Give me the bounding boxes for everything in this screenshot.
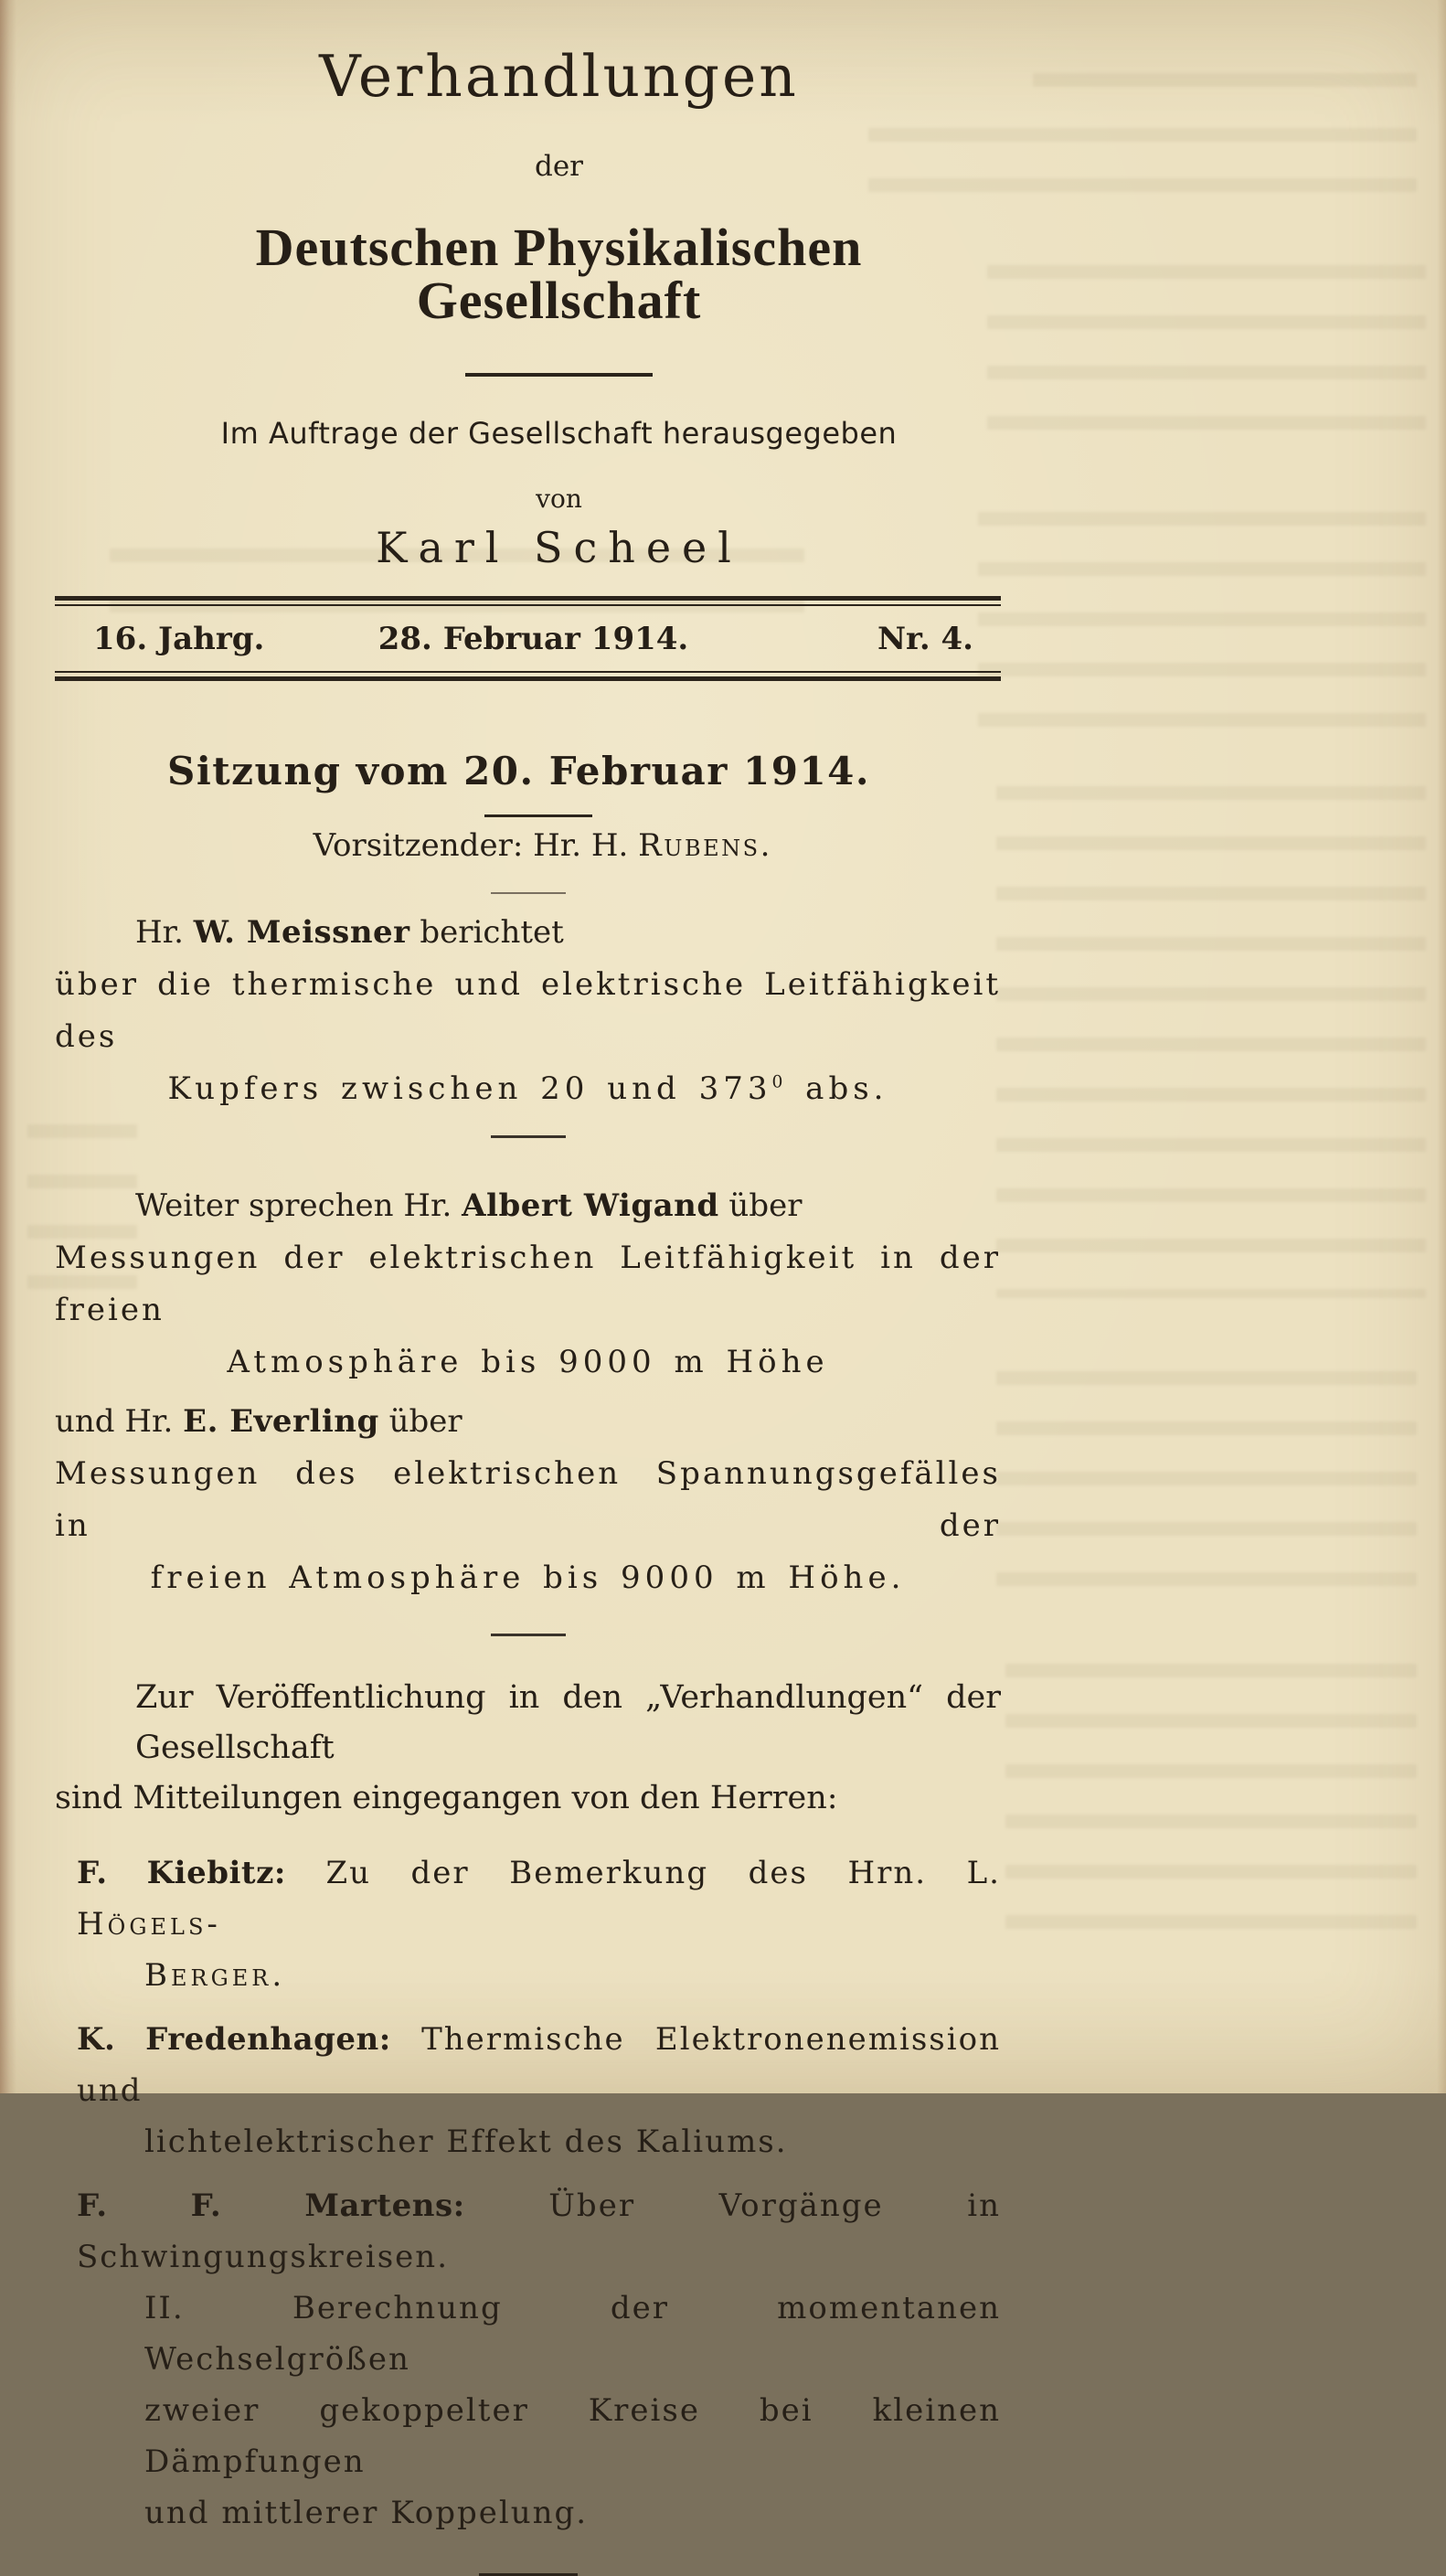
separator-rule: [491, 892, 566, 894]
bleedthrough-text: [987, 265, 1426, 448]
bleedthrough-text: [978, 512, 1426, 731]
report-meissner: [55, 907, 1001, 1115]
talk-title-line: [55, 1063, 1001, 1115]
submission-line: II. Berechnung der momentanen Wechselgrößen: [144, 2289, 1001, 2378]
talk-title-line: Messungen der elektrischen Leitfähigkeit in der freien: [55, 1239, 1001, 1328]
talk-title-line: über die thermische und elektrische Leitfähigkeit des: [55, 965, 1001, 1055]
submission-line: [55, 1847, 1001, 1950]
chairman-suffix: .: [760, 826, 771, 864]
session-heading-underline: [484, 814, 592, 817]
page-scan-left-edge: [0, 0, 16, 2093]
speaker-name: W. Meissner: [193, 913, 410, 951]
intro-text: Hr.: [135, 913, 194, 951]
list-item: [55, 2014, 1001, 2167]
text-column: [55, 0, 1001, 2576]
bleedthrough-text: [1005, 1664, 1417, 1965]
masthead-rule: [465, 373, 653, 377]
talk-title-line: Messungen des elektrischen Spannungsgefälles in der: [55, 1454, 1001, 1544]
issue-bar: [55, 606, 1001, 671]
talk-title-line: freien Atmosphäre bis 9000 m Höhe.: [150, 1559, 906, 1596]
talk-title-line: Atmosphäre bis 9000 m Höhe: [227, 1343, 829, 1380]
author-name: F. Kiebitz:: [77, 1854, 286, 1891]
talk-title-text: abs.: [787, 1070, 888, 1107]
issue-number: Nr. 4.: [877, 621, 973, 657]
issue-date: 28. Februar 1914.: [377, 621, 689, 657]
separator-rule: [491, 1634, 566, 1636]
bleedthrough-text: [996, 1371, 1417, 1609]
speaker-name: Albert Wigand: [462, 1187, 719, 1224]
submission-line: [55, 2014, 1001, 2116]
society-name: Deutschen Physikalischen Gesellschaft: [255, 218, 863, 330]
report-wigand-everling: [55, 1180, 1001, 1604]
talk-title-text: Kupfers zwischen 20 und 373: [167, 1070, 772, 1107]
author-name: K. Fredenhagen:: [77, 2020, 391, 2058]
submission-title-text: Über Vorgänge in Schwingungskreisen.: [77, 2187, 1001, 2275]
submission-line: Berger.: [144, 1956, 286, 1994]
degree-superscript: 0: [771, 1072, 788, 1092]
announcement: [55, 1673, 1001, 1824]
submission-title-text: Thermische Elektronenemission und: [77, 2020, 1001, 2109]
session-heading: Sitzung vom 20. Februar 1914.: [166, 748, 871, 793]
chairman-line: [82, 826, 1001, 864]
submission-line: und mittlerer Koppelung.: [144, 2494, 589, 2531]
report-intro-line: [55, 1180, 1001, 1232]
closing-rule: [479, 2573, 578, 2576]
author-name: F. F. Martens:: [77, 2187, 465, 2224]
submission-line: zweier gekoppelter Kreise bei kleinen Dämpfungen: [144, 2391, 1001, 2480]
cited-name: Högels-: [77, 1905, 221, 1943]
intro-text: über: [378, 1402, 463, 1440]
issue-volume: 16. Jahrg.: [93, 621, 265, 657]
submission-title-text: Zu der Bemerkung des Hrn. L.: [325, 1854, 1001, 1891]
speaker-name: E. Everling: [183, 1402, 379, 1440]
bleedthrough-text: [996, 786, 1426, 1298]
double-rule-top: [55, 596, 1001, 606]
intro-text: über: [718, 1187, 803, 1224]
submission-list: [55, 1847, 1001, 2539]
intro-text: berichtet: [409, 913, 564, 951]
intro-text: und Hr.: [55, 1402, 184, 1440]
submission-line: lichtelektrischer Effekt des Kaliums.: [144, 2123, 788, 2160]
editor-name: Karl Scheel: [376, 523, 742, 572]
announcement-line: sind Mitteilungen eingegangen von den Herren:: [55, 1779, 838, 1816]
journal-title: Verhandlungen: [319, 43, 799, 110]
submission-line: [55, 2180, 1001, 2283]
masthead: [117, 43, 1001, 572]
list-item: [55, 2180, 1001, 2539]
announcement-line: Zur Veröffentlichung in den „Verhandlungen“ der Gesellschaft: [135, 1678, 1001, 1766]
list-item: [55, 1847, 1001, 2001]
double-rule-bottom: [55, 671, 1001, 681]
masthead-der: der: [534, 150, 583, 183]
report-intro-line: [55, 907, 1001, 959]
chairman-prefix: Vorsitzender: Hr. H.: [313, 826, 639, 864]
intro-text: Weiter sprechen Hr.: [135, 1187, 463, 1224]
separator-rule: [491, 1135, 566, 1138]
commission-line: Im Auftrage der Gesellschaft herausgegeben: [220, 416, 898, 451]
masthead-von: von: [536, 484, 582, 514]
report-intro-line: [55, 1396, 1001, 1448]
chairman-name: Rubens: [638, 826, 760, 864]
bleedthrough-text: [1033, 73, 1417, 110]
page-scan-right-edge: [1437, 0, 1446, 2093]
